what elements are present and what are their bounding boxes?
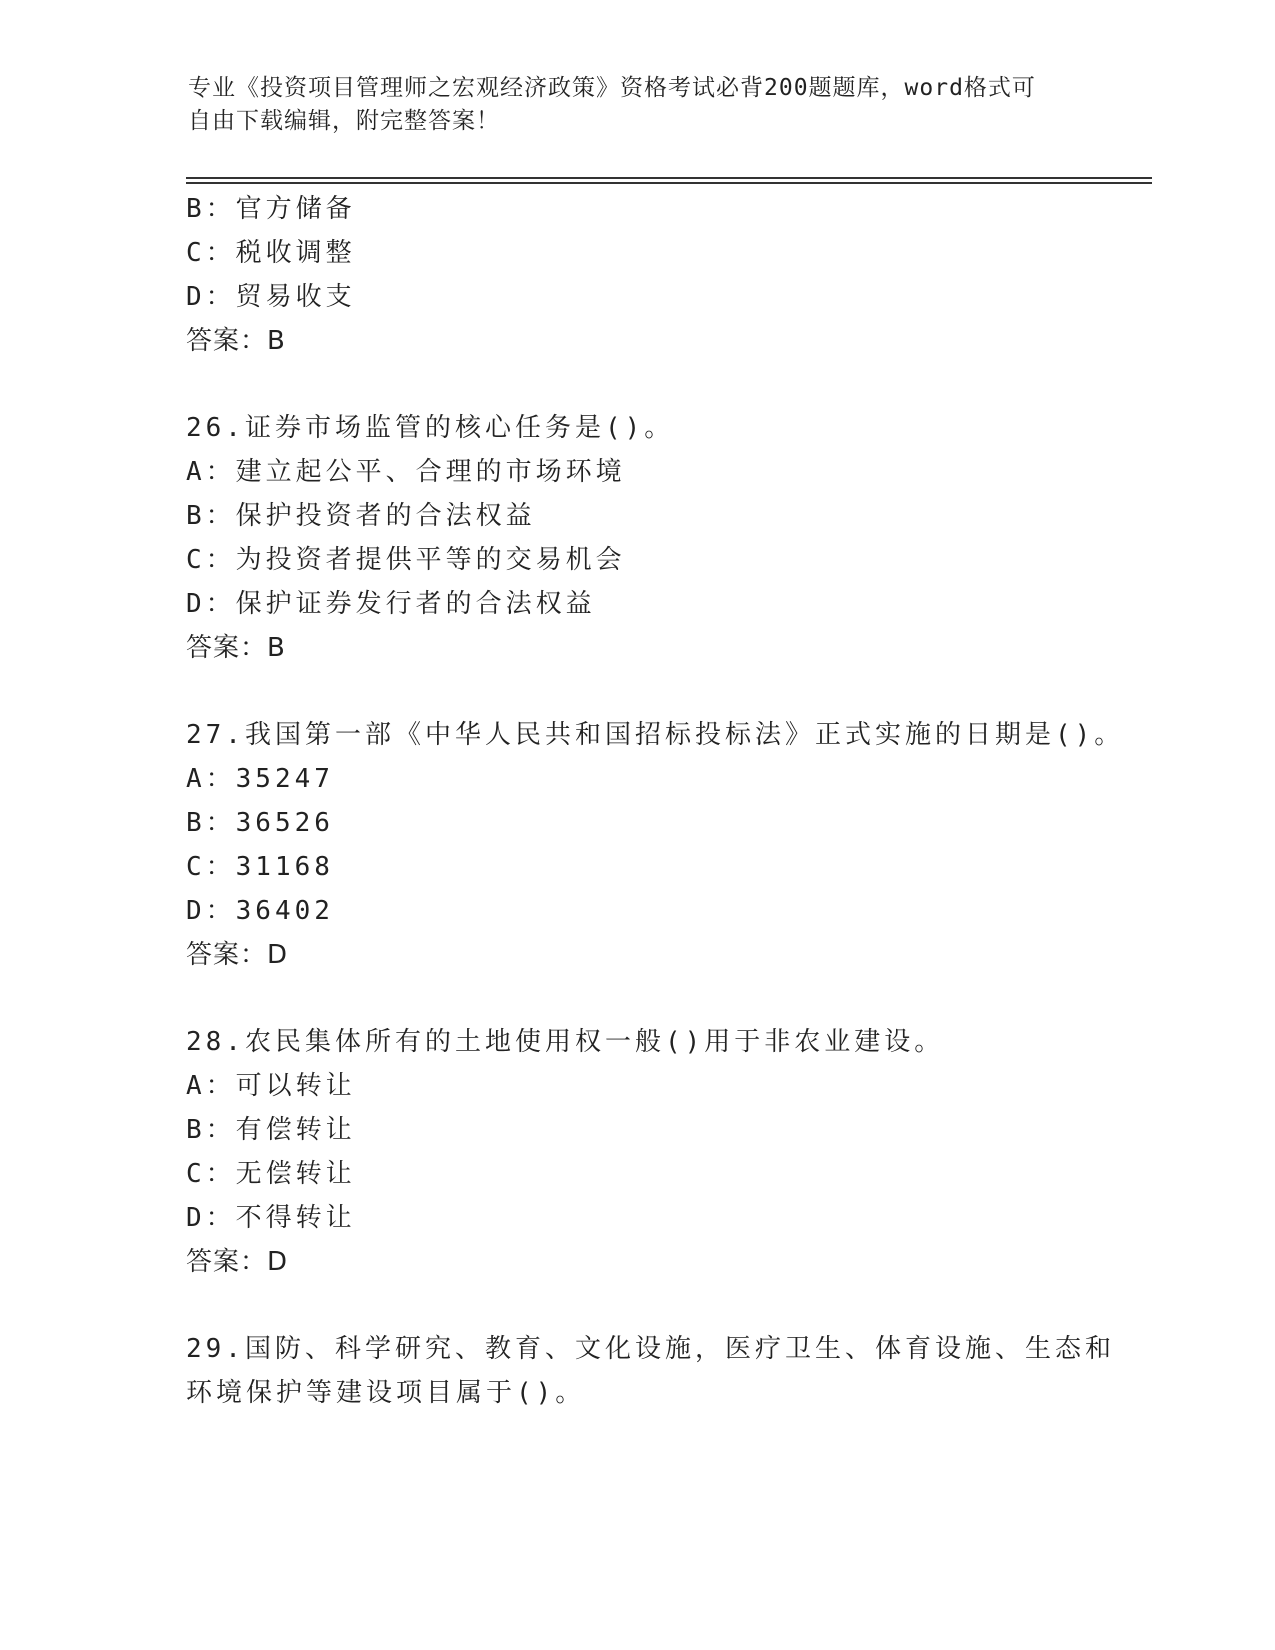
question-27-stem: 27.我国第一部《中华人民共和国招标投标法》正式实施的日期是()。 — [186, 720, 1125, 750]
question-27-answer: 答案：D — [186, 940, 289, 970]
question-28-option-a: A：可以转让 — [186, 1071, 356, 1101]
question-29-stem-line-1: 29.国防、科学研究、教育、文化设施，医疗卫生、体育设施、生态和 — [186, 1334, 1115, 1364]
question-28-answer: 答案：D — [186, 1247, 289, 1277]
question-28-stem: 28.农民集体所有的土地使用权一般()用于非农业建设。 — [186, 1027, 945, 1057]
question-27-option-a: A：35247 — [186, 764, 334, 794]
option-b: B：官方储备 — [186, 194, 356, 224]
question-26-answer: 答案：B — [186, 633, 286, 663]
answer-label: 答案：B — [186, 326, 286, 356]
question-26-stem: 26.证券市场监管的核心任务是()。 — [186, 413, 675, 443]
header-line-2: 自由下载编辑，附完整答案！ — [188, 108, 500, 134]
question-29-stem-line-2: 环境保护等建设项目属于()。 — [186, 1378, 586, 1408]
question-27-option-d: D：36402 — [186, 896, 334, 926]
header-rule-bottom — [186, 182, 1152, 184]
document-header — [188, 72, 1078, 138]
question-28-option-c: C：无偿转让 — [186, 1159, 356, 1189]
question-27-option-c: C：31168 — [186, 852, 334, 882]
question-26-option-c: C：为投资者提供平等的交易机会 — [186, 545, 626, 575]
option-d: D：贸易收支 — [186, 282, 356, 312]
header-line-1: 专业《投资项目管理师之宏观经济政策》资格考试必背200题题库，word格式可 — [188, 75, 1036, 101]
option-c: C：税收调整 — [186, 238, 356, 268]
question-28-option-b: B：有偿转让 — [186, 1115, 356, 1145]
question-27-option-b: B：36526 — [186, 808, 334, 838]
question-28-option-d: D：不得转让 — [186, 1203, 356, 1233]
question-26-option-d: D：保护证券发行者的合法权益 — [186, 589, 596, 619]
question-26-option-b: B：保护投资者的合法权益 — [186, 501, 536, 531]
header-rule-top — [186, 177, 1152, 179]
question-26-option-a: A：建立起公平、合理的市场环境 — [186, 457, 626, 487]
